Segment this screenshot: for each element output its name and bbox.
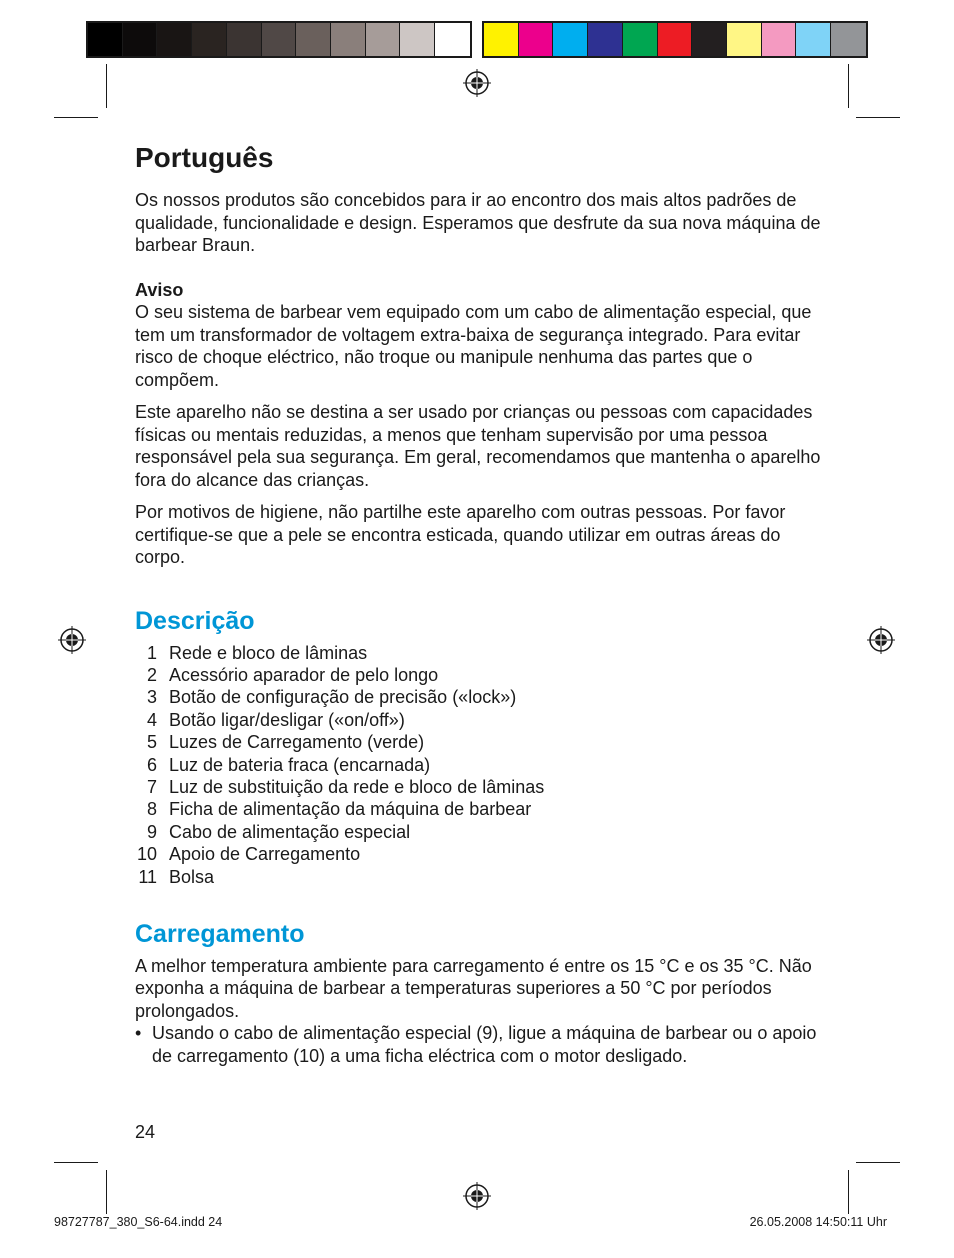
page-title: Português (135, 142, 274, 173)
registration-mark-icon (57, 625, 87, 655)
warning-paragraph: O seu sistema de barbear vem equipado com um cabo de alimentação especial, que tem um transformador de voltagem extra-baixa de segurança integrado. Para evitar risco de choque eléctrico, não troque ou manipule nenhuma das partes que o compõem. (135, 302, 812, 390)
color-swatch (658, 23, 693, 56)
color-swatch (88, 23, 123, 56)
list-item (135, 1022, 825, 1067)
color-swatch (484, 23, 519, 56)
color-swatch (588, 23, 623, 56)
description-list (135, 642, 825, 888)
item-text: Botão de configuração de precisão («lock») (169, 687, 517, 708)
grayscale-color-bar (86, 21, 472, 58)
item-number: 10 (136, 844, 157, 865)
footer-file-info: 98727787_380_S6-64.indd 24 (54, 1215, 223, 1229)
color-swatch (796, 23, 831, 56)
item-number: 7 (146, 776, 157, 797)
color-swatch (123, 23, 158, 56)
registration-mark-icon (462, 1181, 492, 1211)
color-swatch (400, 23, 435, 56)
section-heading-description: Descrição (135, 606, 255, 635)
intro-paragraph: Os nossos produtos são concebidos para ir ao encontro dos mais altos padrões de qualidade, funcionalidade e design. Esperamos que desfrute da sua nova máquina de barbear Braun. (135, 190, 821, 255)
color-swatch (227, 23, 262, 56)
color-swatch (727, 23, 762, 56)
registration-mark-icon (866, 625, 896, 655)
color-swatch (831, 23, 866, 56)
item-number: 3 (146, 687, 157, 708)
section-heading-charging: Carregamento (135, 919, 305, 948)
page-number: 24 (135, 1122, 156, 1142)
color-swatch (623, 23, 658, 56)
item-text: Luz de substituição da rede e bloco de lâminas (169, 776, 545, 797)
color-swatch (157, 23, 192, 56)
item-number: 11 (138, 866, 157, 887)
bullet-symbol: • (135, 1023, 142, 1044)
list-item (135, 664, 825, 686)
crop-mark (54, 1162, 98, 1163)
warning-heading: Aviso (135, 279, 184, 300)
item-text: Luz de bateria fraca (encarnada) (169, 754, 431, 775)
item-number: 9 (146, 821, 157, 842)
crop-mark (856, 117, 900, 118)
registration-mark-icon (462, 68, 492, 98)
crop-mark (856, 1162, 900, 1163)
item-text: Acessório aparador de pelo longo (169, 664, 439, 685)
color-swatch (192, 23, 227, 56)
item-text: Cabo de alimentação especial (169, 821, 411, 842)
crop-mark (106, 64, 107, 108)
item-number: 1 (146, 642, 157, 663)
list-item (135, 798, 825, 820)
item-text: Luzes de Carregamento (verde) (169, 732, 425, 753)
footer-datetime: 26.05.2008 14:50:11 Uhr (749, 1215, 887, 1229)
item-number: 5 (146, 732, 157, 753)
list-item (135, 843, 825, 865)
list-item (135, 776, 825, 798)
color-swatch (262, 23, 297, 56)
list-item (135, 731, 825, 753)
item-number: 2 (146, 664, 157, 685)
color-swatch (435, 23, 470, 56)
item-text: Bolsa (169, 866, 215, 887)
item-text: Ficha de alimentação da máquina de barbear (169, 799, 532, 820)
color-swatch (762, 23, 797, 56)
list-item (135, 821, 825, 843)
item-text: Botão ligar/desligar («on/off») (169, 709, 405, 730)
item-number: 8 (146, 799, 157, 820)
crop-mark (848, 64, 849, 108)
item-number: 6 (146, 754, 157, 775)
color-swatch (553, 23, 588, 56)
color-swatch (296, 23, 331, 56)
color-swatch (331, 23, 366, 56)
item-text: Apoio de Carregamento (169, 844, 361, 865)
crop-mark (848, 1170, 849, 1214)
color-swatch (366, 23, 401, 56)
color-swatch (519, 23, 554, 56)
warning-paragraph: Por motivos de higiene, não partilhe este aparelho com outras pessoas. Por favor certifique-se que a pele se encontra esticada, quando utilizar em outras áreas do corpo. (135, 502, 786, 567)
crop-mark (106, 1170, 107, 1214)
item-text: Rede e bloco de lâminas (169, 642, 368, 663)
charging-paragraph: A melhor temperatura ambiente para carregamento é entre os 15 °C e os 35 °C. Não exponha a máquina de barbear a temperaturas superiores a 50 °C por períodos prolongados. (135, 955, 812, 1021)
process-color-bar (482, 21, 868, 58)
bullet-text: Usando o cabo de alimentação especial (9), ligue a máquina de barbear ou o apoio de carregamento (10) a uma ficha eléctrica com o motor desligado. (152, 1023, 817, 1066)
item-number: 4 (146, 709, 157, 730)
list-item (135, 709, 825, 731)
list-item (135, 686, 825, 708)
list-item (135, 754, 825, 776)
crop-mark (54, 117, 98, 118)
list-item (135, 866, 825, 888)
warning-paragraph: Este aparelho não se destina a ser usado por crianças ou pessoas com capacidades físicas ou mentais reduzidas, a menos que tenham supervisão por uma pessoa responsável pela sua segurança. Em geral, recomendamos que mantenha o aparelho fora do alcance das crianças. (135, 402, 821, 490)
page-content (135, 140, 825, 1067)
color-swatch (692, 23, 727, 56)
list-item (135, 642, 825, 664)
